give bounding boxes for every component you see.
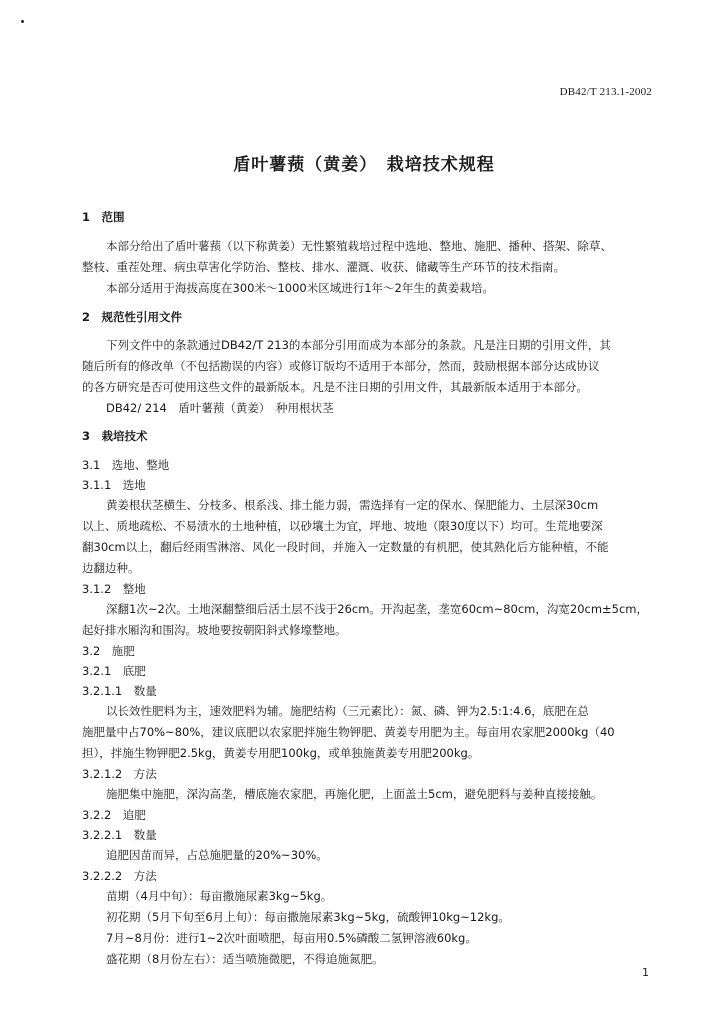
document-number: DB42/T 213.1-2002 <box>559 86 652 98</box>
body-text-line: 以上、质地疏松、不易渍水的土地种植，以砂壤土为宜，坪地、坡地（限30度以下）均可。生荒地要深 <box>82 519 603 533</box>
page-title: 盾叶薯蓣（黄姜） 栽培技术规程 <box>233 155 495 175</box>
body-text-line: 整枝、重茬处理、病虫草害化学防治、整枝、排水、灌溉、收获、储藏等生产环节的技术指南。 <box>82 260 565 274</box>
body-text-line: 本部分给出了盾叶薯蓣（以下称黄姜）无性繁殖栽培过程中选地、整地、施肥、播种、搭架、除草、 <box>106 239 612 253</box>
body-text-line: 苗期（4月中旬）：每亩撒施尿素3kg~5kg。 <box>106 889 333 903</box>
section-heading: 1 范围 <box>82 210 125 224</box>
body-text-line: 盛花期（8月份左右）：适当喷施微肥，不得追施氮肥。 <box>106 952 384 966</box>
body-text-line: 初花期（5月下旬至6月上旬）：每亩撒施尿素3kg~5kg，硫酸钾10kg~12kg。 <box>106 910 510 924</box>
body-text-line: DB42/ 214 盾叶薯蓣（黄姜） 种用根状茎 <box>106 401 334 415</box>
body-text-line: 的各方研究是否可使用这些文件的最新版本。凡是不注日期的引用文件，其最新版本适用于本部分。 <box>82 380 588 394</box>
scan-speck <box>21 20 24 23</box>
body-text-line: 3.2.1.1 数量 <box>82 684 157 698</box>
body-text-line: 以长效性肥料为主，速效肥料为辅。施肥结构（三元素比）：氮、磷、钾为2.5:1:4.6，底肥在总 <box>106 704 589 718</box>
body-text-line: 本部分适用于海拔高度在300米～1000米区域进行1年～2年生的黄姜栽培。 <box>106 281 494 295</box>
body-text-line: 3.1.1 选地 <box>82 478 146 492</box>
body-text-line: 3.2.1.2 方法 <box>82 767 157 781</box>
section-heading: 2 规范性引用文件 <box>82 310 183 324</box>
body-text-line: 3.2.1 底肥 <box>82 664 146 678</box>
body-text-line: 7月~8月份：进行1~2次叶面喷肥，每亩用0.5%磷酸二氢钾溶液60kg。 <box>106 931 477 945</box>
body-text-line: 翻30cm以上，翻后经雨雪淋溶、风化一段时间，并施入一定数量的有机肥，使其熟化后方能种植，不能 <box>82 540 609 554</box>
body-text-line: 3.2 施肥 <box>82 644 135 658</box>
body-text-line: 3.2.2.1 数量 <box>82 828 157 842</box>
body-text-line: 3.1.2 整地 <box>82 582 146 596</box>
body-text-line: 3.2.2.2 方法 <box>82 869 157 883</box>
body-text-line: 随后所有的修改单（不包括勘误的内容）或修订版均不适用于本部分，然而，鼓励根据本部分达成协议 <box>82 359 600 373</box>
body-text-line: 下列文件中的条款通过DB42/T 213的本部分引用而成为本部分的条款。凡是注日期的引用文件，其 <box>106 338 611 352</box>
section-heading: 3 栽培技术 <box>82 429 148 443</box>
body-text-line: 施肥集中施肥，深沟高垄，槽底施农家肥，再施化肥，上面盖土5cm，避免肥料与姜种直接接触。 <box>106 787 603 801</box>
body-text-line: 追肥因苗而异，占总施肥量的20%~30%。 <box>106 848 328 862</box>
body-text-line: 边翻边种。 <box>82 561 140 575</box>
body-text-line: 3.2.2 追肥 <box>82 808 146 822</box>
body-text-line: 3.1 选地、整地 <box>82 458 170 472</box>
page-number: 1 <box>642 966 649 979</box>
body-text-line: 深翻1次~2次。土地深翻整细后活土层不浅于26cm。开沟起垄，垄宽60cm~80cm，沟宽20cm±5cm， <box>106 602 649 616</box>
body-text-line: 黄姜根状茎横生、分枝多、根系浅、排土能力弱，需选择有一定的保水、保肥能力、土层深30cm <box>106 498 599 512</box>
body-text-line: 施肥量中占70%~80%，建议底肥以农家肥拌施生物钾肥、黄姜专用肥为主。每亩用农家肥2000kg（40 <box>82 725 615 739</box>
body-text-line: 担），拌施生物钾肥2.5kg，黄姜专用肥100kg，或单独施黄姜专用肥200kg。 <box>82 746 480 760</box>
body-text-line: 起好排水厢沟和围沟。坡地要按朝阳斜式修壕整地。 <box>82 623 347 637</box>
